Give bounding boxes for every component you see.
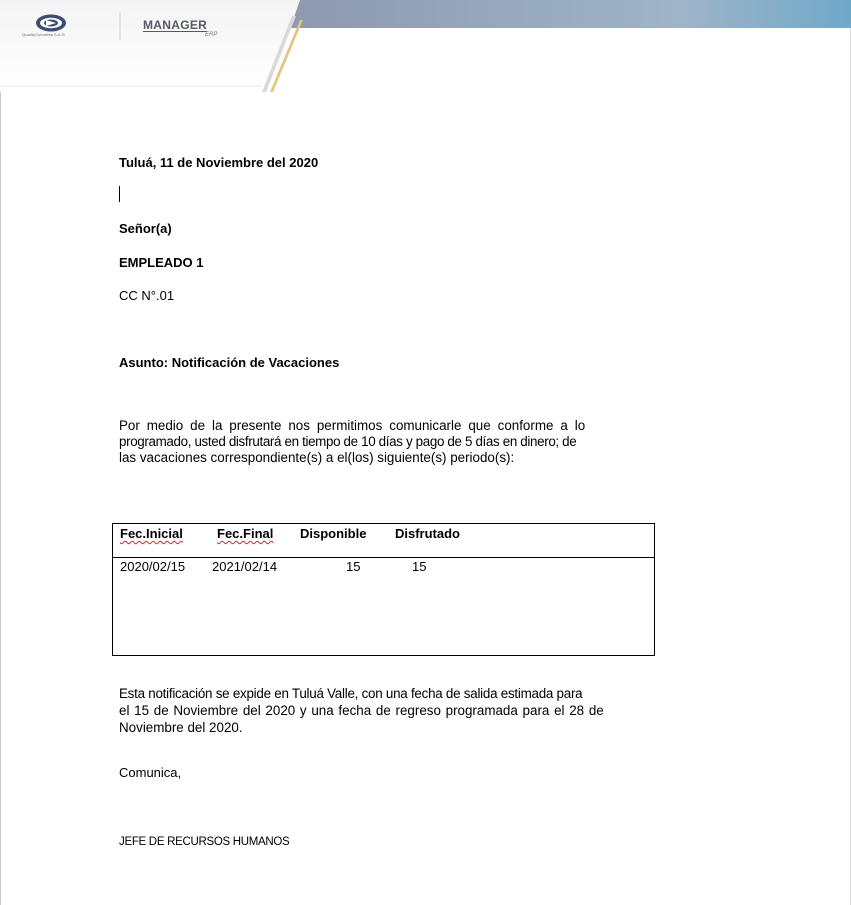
letterhead-graphic [0,0,851,92]
table-cell-start-date: 2020/02/15 [120,559,186,574]
table-header-available: Disponible [300,526,367,541]
sign-off: Comunica, [119,765,182,780]
closing-line: Noviembre del 2020. [119,720,243,735]
letter-date: Tuluá, 11 de Noviembre del 2020 [119,155,319,170]
body-line: las vacaciones correspondiente(s) a el(los) siguiente(s) periodo(s): [119,450,515,465]
table-cell-end-date: 2021/02/14 [212,559,278,574]
product-subtitle: ERP [205,32,218,38]
letterhead-banner [0,0,851,92]
text-cursor [119,186,120,202]
table-header-end-date: Fec.Final [217,526,274,541]
table-header-enjoyed: Disfrutado [395,526,460,541]
table-cell-available: 15 [346,559,361,574]
product-name: MANAGER [143,18,208,32]
page-left-edge [0,0,1,905]
signatory-title: JEFE DE RECURSOS HUMANOS [119,836,290,848]
table-header-start-date: Fec.Inicial [120,526,183,541]
employee-id: CC N°.01 [119,288,175,303]
logo-caption: QualityColombia S.A.S [22,32,65,37]
table-cell-enjoyed: 15 [412,559,427,574]
vacation-periods-table [112,523,655,656]
salutation: Señor(a) [119,221,172,236]
letter-subject: Asunto: Notificación de Vacaciones [119,355,340,370]
closing-line: Esta notificación se expide en Tuluá Valle, con una fecha de salida estimada para [119,686,583,701]
body-line: programado, usted disfrutará en tiempo de 10 días y pago de 5 días en dinero; de [119,434,577,449]
table-header-divider [113,557,654,558]
employee-name: EMPLEADO 1 [119,255,204,270]
closing-line: el 15 de Noviembre del 2020 y una fecha de regreso programada para el 28 de [119,703,604,718]
body-line: Por medio de la presente nos permitimos comunicarle que conforme a lo [119,418,586,433]
